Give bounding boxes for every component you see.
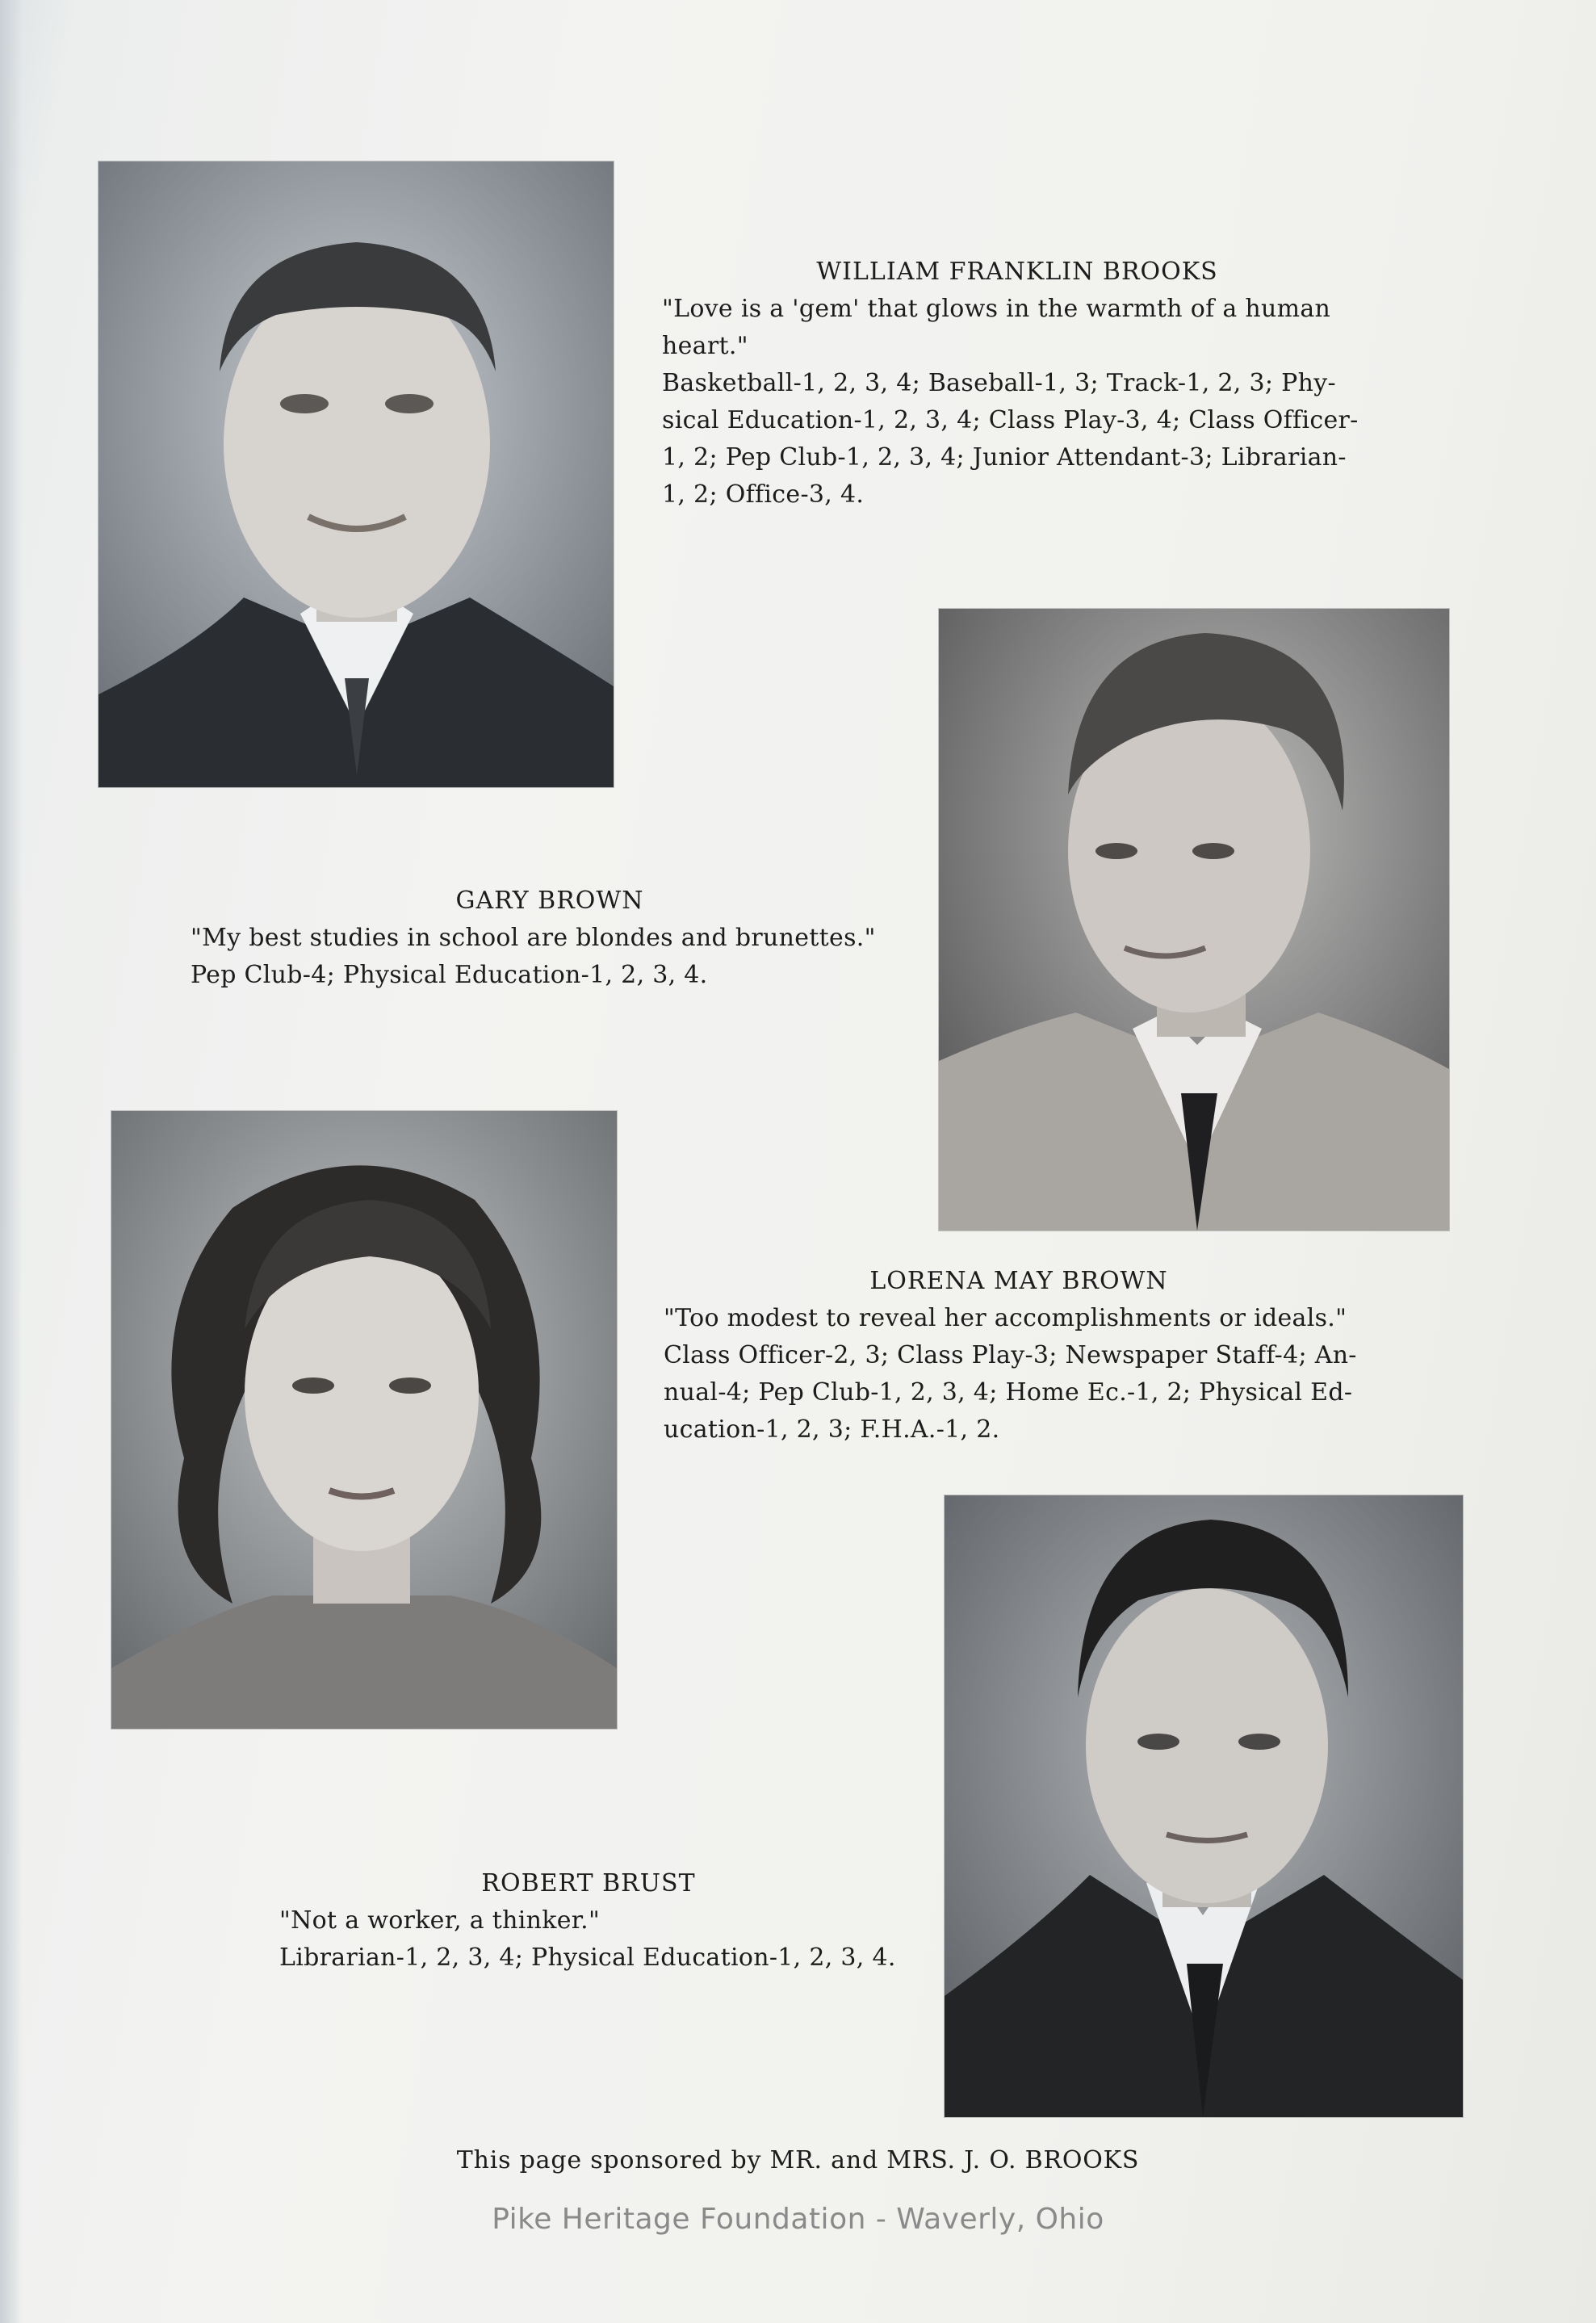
page-edge-shadow xyxy=(0,0,23,2323)
bio-robert-brust xyxy=(279,1865,941,1977)
student-activities-line: 1, 2; Pep Club-1, 2, 3, 4; Junior Attendant-3; Librarian- xyxy=(662,443,1347,472)
student-activities-line: Pep Club-4; Physical Education-1, 2, 3, 4. xyxy=(191,961,708,989)
bio-lorena-brown xyxy=(664,1263,1390,1449)
student-name: ROBERT BRUST xyxy=(481,1869,696,1897)
portrait-photo-gary-brown xyxy=(939,609,1449,1231)
student-name: GARY BROWN xyxy=(455,887,644,915)
student-quote-line: heart." xyxy=(662,332,748,360)
student-name: WILLIAM FRANKLIN BROOKS xyxy=(816,258,1218,286)
portrait-photo-robert-brust xyxy=(945,1495,1463,2117)
student-activities-line: 1, 2; Office-3, 4. xyxy=(662,480,865,509)
student-quote-line: "Not a worker, a thinker." xyxy=(279,1906,601,1935)
student-activities-line: Librarian-1, 2, 3, 4; Physical Education-1, 2, 3, 4. xyxy=(279,1944,896,1972)
student-quote-line: "My best studies in school are blondes and brunettes." xyxy=(191,924,876,952)
student-activities-line: Basketball-1, 2, 3, 4; Baseball-1, 3; Track-1, 2, 3; Phy- xyxy=(662,369,1336,397)
sponsor-line: This page sponsored by MR. and MRS. J. O. BROOKS xyxy=(456,2146,1140,2174)
student-activities-line: nual-4; Pep Club-1, 2, 3, 4; Home Ec.-1, 2; Physical Ed- xyxy=(664,1378,1353,1407)
portrait-photo-lorena-brown xyxy=(111,1111,617,1729)
student-activities-line: sical Education-1, 2, 3, 4; Class Play-3, 4; Class Officer- xyxy=(662,406,1359,434)
student-quote-line: "Too modest to reveal her accomplishments or ideals." xyxy=(664,1304,1347,1332)
student-name: LORENA MAY BROWN xyxy=(869,1267,1168,1295)
watermark: Pike Heritage Foundation - Waverly, Ohio xyxy=(492,2203,1104,2236)
bio-william-brooks xyxy=(662,254,1389,514)
student-activities-line: ucation-1, 2, 3; F.H.A.-1, 2. xyxy=(664,1415,1000,1444)
student-activities-line: Class Officer-2, 3; Class Play-3; Newspaper Staff-4; An- xyxy=(664,1341,1357,1369)
bio-gary-brown xyxy=(191,883,917,994)
portrait-photo-william-brooks xyxy=(98,161,614,787)
student-quote-line: "Love is a 'gem' that glows in the warmth of a human xyxy=(662,295,1331,323)
